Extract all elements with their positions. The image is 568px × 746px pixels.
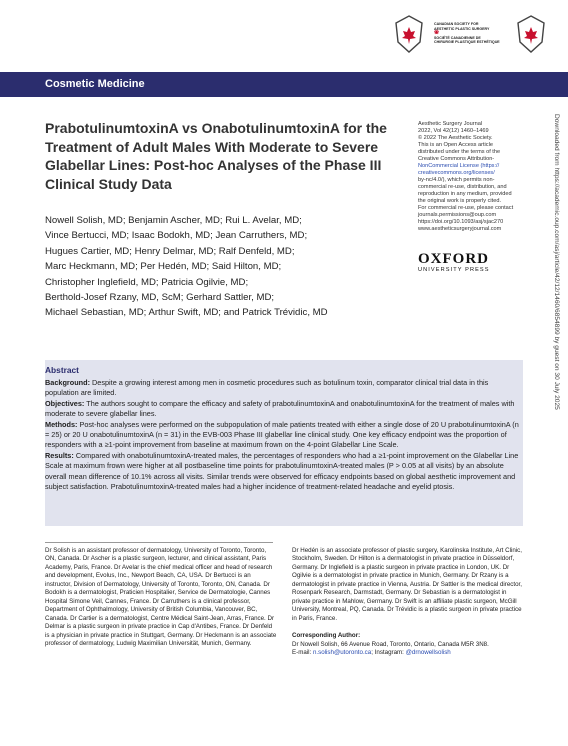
author-line: Nowell Solish, MD; Benjamin Ascher, MD; Rui L. Avelar, MD;	[45, 215, 302, 226]
abstract-label: Methods:	[45, 419, 78, 429]
abstract-results: Results: Compared with onabotulinumtoxinA-treated males, the percentages of responders who had a ≥1-point improvement on the Glabellar Line Scale at maximum frown were higher at all postbaseline time points for prabotulinumtoxinA-treated males (P > 0.05 at all visits) by an absolute overall mean difference of 10.1% across all visits. Similar trends were observed for efficacy endpoints based on global aesthetic improvement and subject satisfaction. PrabotulinumtoxinA-treated males had a higher incidence of treatment-related headache and eyelid ptosis.	[45, 450, 519, 492]
corr-address: Dr Nowell Solish, 66 Avenue Road, Toronto, Ontario, Canada M5R 3N8.	[292, 640, 489, 648]
abstract-label: Background:	[45, 378, 90, 387]
author-line: Marc Heckmann, MD; Per Hedén, MD; Said Hilton, MD;	[45, 261, 282, 273]
meta-line: Creative Commons Attribution-	[418, 156, 495, 162]
meta-line: distributed under the terms of the	[418, 149, 501, 155]
society-shield-logo-right	[516, 14, 546, 54]
author-line: Christopher Inglefield, MD; Patricia Ogilvie, MD;	[45, 276, 249, 288]
abstract-box	[45, 360, 523, 526]
society-logo-text: CANADIAN SOCIETY FOR AESTHETIC PLASTIC SURGERY ❀ SOCIÉTÉ CANADIENNE DE CHIRURGIE PLASTIQUE ESTHÉTIQUE	[434, 22, 500, 45]
abstract-body	[45, 378, 523, 492]
meta-line: by-nc/4.0/), which permits non-	[418, 177, 495, 183]
author-line: Michael Sebastian, MD; Arthur Swift, MD; and Patrick Trévidic, MD	[45, 307, 328, 319]
author-line: Berthold-Josef Rzany, MD, ScM; Gerhard Sattler, MD;	[45, 292, 275, 304]
article-title: PrabotulinumtoxinA vs OnabotulinumtoxinA for the Treatment of Adult Males With Moderate to Severe Glabellar Lines: Post-hoc Analyses of the Phase III Clinical Study Data	[45, 120, 387, 192]
doi-link[interactable]: https://doi.org/10.1093/asj/sjac270	[418, 219, 504, 225]
abstract-label: Results:	[45, 450, 74, 460]
corr-heading: Corresponding Author:	[292, 632, 361, 640]
abstract-heading: Abstract	[45, 365, 79, 375]
meta-line: Aesthetic Surgery Journal	[418, 121, 483, 127]
abstract-objectives: Objectives: The authors sought to compare the efficacy and safety of prabotulinumtoxinA and onabotulinumtoxinA for the treatment of males with moderate to severe glabellar lines.	[45, 398, 515, 419]
meta-line: reproduction in any medium, provided	[418, 191, 512, 197]
meta-line: commercial re-use, distribution, and	[418, 184, 507, 190]
abstract-methods: Methods: Post-hoc analyses were performed on the subpopulation of male patients treated with either a single dose of 20 U prabotulinumtoxinA (n = 25) or 20 U onabotulinumtoxinA (n = 31) in the EVB-003 Phase III glabellar line clinical study. One key efficacy endpoint was the proportion of responders with a ≥1-point improvement from baseline at maximum frown on the 4-point Glabellar Line Scale.	[45, 419, 519, 450]
section-banner	[0, 72, 568, 97]
publisher-logo	[418, 252, 528, 273]
affiliation-text: Dr Hedén is an associate professor of plastic surgery, Karolinska Institute, Art Clinic, Stockholm, Sweden. Dr Hilton is a dermatologist in private practice in Düsseldorf, Germany. Dr Inglefield is a plastic surgeon in private practice in London, UK. Dr Ogilvie is a dermatologist in private practice in Munich, Germany. Dr Rzany is a dermatologist in private practice in Vienna, Austria. Dr Sattler is the medical director, Rosenpark Research, Darmstadt, Germany. Dr Sebastian is a dermatologist in private practice in Mahlow, Germany. Dr Swift is an affiliate plastic surgeon, McGill University, Montreal, PQ, Canada. Dr Trévidic is a plastic surgeon in private practice in Paris, France.	[292, 547, 522, 622]
meta-line: © 2022 The Aesthetic Society.	[418, 135, 493, 141]
abstract-label: Objectives:	[45, 398, 85, 408]
meta-line: 2022, Vol 42(12) 1460–1469	[418, 128, 489, 134]
publisher-logo-name: OXFORD	[418, 251, 489, 267]
meta-line: This is an Open Access article	[418, 142, 493, 148]
footnote-divider	[45, 542, 273, 543]
journal-website-link[interactable]: www.aestheticsurgeryjournal.com	[418, 226, 502, 232]
journal-metadata	[418, 121, 548, 233]
author-line: Hugues Cartier, MD; Henry Delmar, MD; Ralf Denfeld, MD;	[45, 245, 295, 257]
license-link[interactable]: creativecommons.org/licenses/	[418, 170, 495, 176]
publisher-logo-sub: UNIVERSITY PRESS	[418, 267, 490, 273]
meta-line: For commercial re-use, please contact	[418, 205, 514, 211]
corresponding-author	[292, 632, 524, 657]
section-label: Cosmetic Medicine	[45, 78, 145, 90]
email-link[interactable]: n.solish@utoronto.ca	[312, 648, 372, 656]
instagram-link[interactable]: @drnowellsolish	[405, 648, 451, 656]
author-affiliations-left: Dr Solish is an assistant professor of dermatology, University of Toronto, Toronto, ON, Canada. Dr Ascher is a plastic surgeon, lecturer, and clinical assistant, Paris Academy, Paris, France. Dr Avelar is the chief medical officer and head of research and development, Evolus, Inc., Newport Beach, CA, USA. Dr Bertucci is an instructor, Division of Dermatology, University of Toronto, Toronto, ON, Canada. Dr Bodokh is a dermatologist, Praticien Hospitalier, Service de Dermatologie, Cannes Hospital Simone Veil, Cannes, France. Dr Carruthers is a clinical professor, Department of Ophthalmology, University of British Columbia, Vancouver, BC, Canada. Dr Cartier is a dermatologist, Centre Médical Saint-Jean, Arras, France. Dr Delmar is a plastic surgeon in private practice in Cap d'Antibes, France. Dr Denfeld is a physician in private practice in Stuttgart, Germany. Dr Heckmann is an associate professor of dermatology, Ludwig Maximilian Universität, Munich, Germany.	[45, 547, 277, 647]
author-affiliations-right	[292, 547, 524, 657]
corr-contact: E-mail: n.solish@utoronto.ca; Instagram: @drnowellsolish	[292, 648, 451, 656]
meta-line: the original work is properly cited.	[418, 198, 502, 204]
download-note: Downloaded from https://academic.oup.com/asj/article/42/12/1460/6854899 by guest on 30 July 2025	[553, 114, 560, 410]
author-list	[45, 213, 405, 321]
society-logos	[394, 14, 546, 62]
license-link[interactable]: NonCommercial License (https://	[418, 163, 500, 169]
society-shield-logo-left	[394, 14, 424, 54]
download-watermark	[552, 110, 562, 710]
permissions-email[interactable]: journals.permissions@oup.com	[418, 212, 497, 218]
author-line: Vince Bertucci, MD; Isaac Bodokh, MD; Jean Carruthers, MD;	[45, 230, 308, 242]
abstract-background: Background: Despite a growing interest among men in cosmetic procedures such as botulinum toxin, comparator clinical trial data in this population are limited.	[45, 378, 489, 398]
